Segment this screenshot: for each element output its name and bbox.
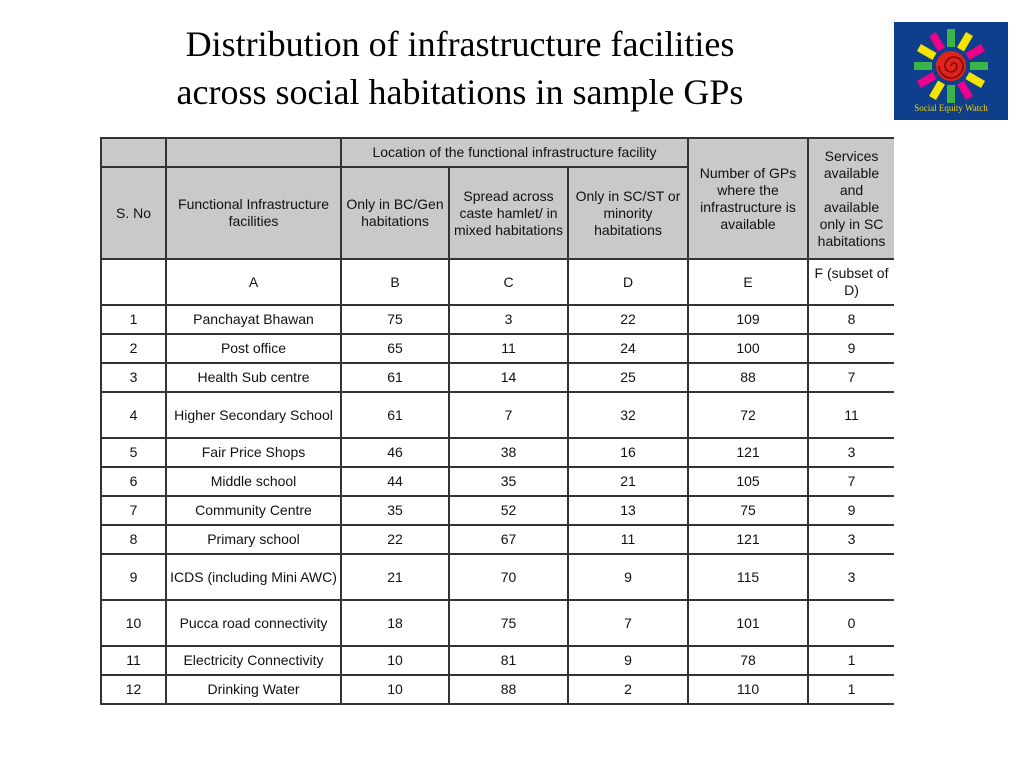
facility-cell: Pucca road connectivity [166,600,341,646]
services-sc-cell: 7 [808,363,894,392]
header-bc-gen: Only in BC/Gen habitations [341,167,449,259]
table-row [101,363,894,392]
facility-cell: Post office [166,334,341,363]
num-gps-cell: 100 [688,334,808,363]
services-sc-cell: 11 [808,392,894,438]
logo-text: Social Equity Watch [914,103,988,113]
facility-cell: Fair Price Shops [166,438,341,467]
sc-st-cell: 2 [568,675,688,704]
services-sc-cell: 1 [808,646,894,675]
sc-st-cell: 11 [568,525,688,554]
services-sc-cell: 9 [808,496,894,525]
bc-gen-cell: 21 [341,554,449,600]
group-header-location: Location of the functional infrastructure facility [341,138,688,167]
bc-gen-cell: 65 [341,334,449,363]
slide-title [60,20,860,116]
sno-cell: 1 [101,305,166,334]
spread-cell: 70 [449,554,568,600]
letter-cell: C [449,259,568,305]
sc-st-cell: 9 [568,646,688,675]
spread-cell: 11 [449,334,568,363]
letter-cell: A [166,259,341,305]
sno-cell: 4 [101,392,166,438]
spread-cell: 81 [449,646,568,675]
table-row [101,675,894,704]
header-sno: S. No [101,167,166,259]
spread-cell: 35 [449,467,568,496]
facility-cell: Community Centre [166,496,341,525]
num-gps-cell: 75 [688,496,808,525]
sno-cell: 9 [101,554,166,600]
num-gps-cell: 88 [688,363,808,392]
spread-cell: 38 [449,438,568,467]
services-sc-cell: 3 [808,554,894,600]
sc-st-cell: 9 [568,554,688,600]
services-sc-cell: 3 [808,525,894,554]
num-gps-cell: 72 [688,392,808,438]
sc-st-cell: 7 [568,600,688,646]
bc-gen-cell: 61 [341,363,449,392]
sc-st-cell: 13 [568,496,688,525]
header-facility: Functional Infrastructure facilities [166,167,341,259]
spread-cell: 52 [449,496,568,525]
sno-cell: 12 [101,675,166,704]
facility-cell: ICDS (including Mini AWC) [166,554,341,600]
spread-cell: 88 [449,675,568,704]
facility-cell: Primary school [166,525,341,554]
table-row [101,438,894,467]
facility-cell: Higher Secondary School [166,392,341,438]
sc-st-cell: 24 [568,334,688,363]
table-row [101,646,894,675]
header-num-gps: Number of GPs where the infrastructure is available [688,138,808,259]
sno-cell: 6 [101,467,166,496]
facility-cell: Drinking Water [166,675,341,704]
bc-gen-cell: 35 [341,496,449,525]
bc-gen-cell: 10 [341,646,449,675]
title-line-2: across social habitations in sample GPs [176,72,744,112]
header-blank-facility [166,138,341,167]
services-sc-cell: 7 [808,467,894,496]
num-gps-cell: 115 [688,554,808,600]
sno-cell: 3 [101,363,166,392]
table-row [101,467,894,496]
infrastructure-table-container [100,137,894,717]
spread-cell: 7 [449,392,568,438]
header-spread: Spread across caste hamlet/ in mixed habitations [449,167,568,259]
sc-st-cell: 21 [568,467,688,496]
bc-gen-cell: 22 [341,525,449,554]
sno-cell: 5 [101,438,166,467]
facility-cell: Health Sub centre [166,363,341,392]
facility-cell: Electricity Connectivity [166,646,341,675]
social-equity-watch-logo [894,22,1008,120]
table-row [101,600,894,646]
num-gps-cell: 78 [688,646,808,675]
sno-cell: 7 [101,496,166,525]
sno-cell: 10 [101,600,166,646]
services-sc-cell: 0 [808,600,894,646]
sno-cell: 2 [101,334,166,363]
header-blank-sno [101,138,166,167]
letter-cell: F (subset of D) [808,259,894,305]
spread-cell: 67 [449,525,568,554]
infrastructure-table [100,137,894,705]
num-gps-cell: 121 [688,438,808,467]
table-row [101,392,894,438]
sc-st-cell: 22 [568,305,688,334]
facility-cell: Panchayat Bhawan [166,305,341,334]
num-gps-cell: 110 [688,675,808,704]
table-row [101,334,894,363]
spread-cell: 75 [449,600,568,646]
bc-gen-cell: 10 [341,675,449,704]
num-gps-cell: 121 [688,525,808,554]
sno-cell: 11 [101,646,166,675]
facility-cell: Middle school [166,467,341,496]
services-sc-cell: 3 [808,438,894,467]
bc-gen-cell: 44 [341,467,449,496]
letter-cell: E [688,259,808,305]
letter-cell [101,259,166,305]
num-gps-cell: 109 [688,305,808,334]
letter-cell: D [568,259,688,305]
header-sc-st: Only in SC/ST or minority habitations [568,167,688,259]
bc-gen-cell: 75 [341,305,449,334]
bc-gen-cell: 46 [341,438,449,467]
num-gps-cell: 101 [688,600,808,646]
table-row [101,496,894,525]
services-sc-cell: 8 [808,305,894,334]
header-services-sc: Services available and available only in SC habitations [808,138,894,259]
title-line-1: Distribution of infrastructure facilities [185,24,735,64]
letter-cell: B [341,259,449,305]
table-row [101,305,894,334]
table-body [101,305,894,704]
spread-cell: 3 [449,305,568,334]
spread-cell: 14 [449,363,568,392]
services-sc-cell: 1 [808,675,894,704]
sc-st-cell: 25 [568,363,688,392]
bc-gen-cell: 61 [341,392,449,438]
num-gps-cell: 105 [688,467,808,496]
sc-st-cell: 32 [568,392,688,438]
table-row [101,525,894,554]
services-sc-cell: 9 [808,334,894,363]
bc-gen-cell: 18 [341,600,449,646]
table-row [101,554,894,600]
sc-st-cell: 16 [568,438,688,467]
sno-cell: 8 [101,525,166,554]
